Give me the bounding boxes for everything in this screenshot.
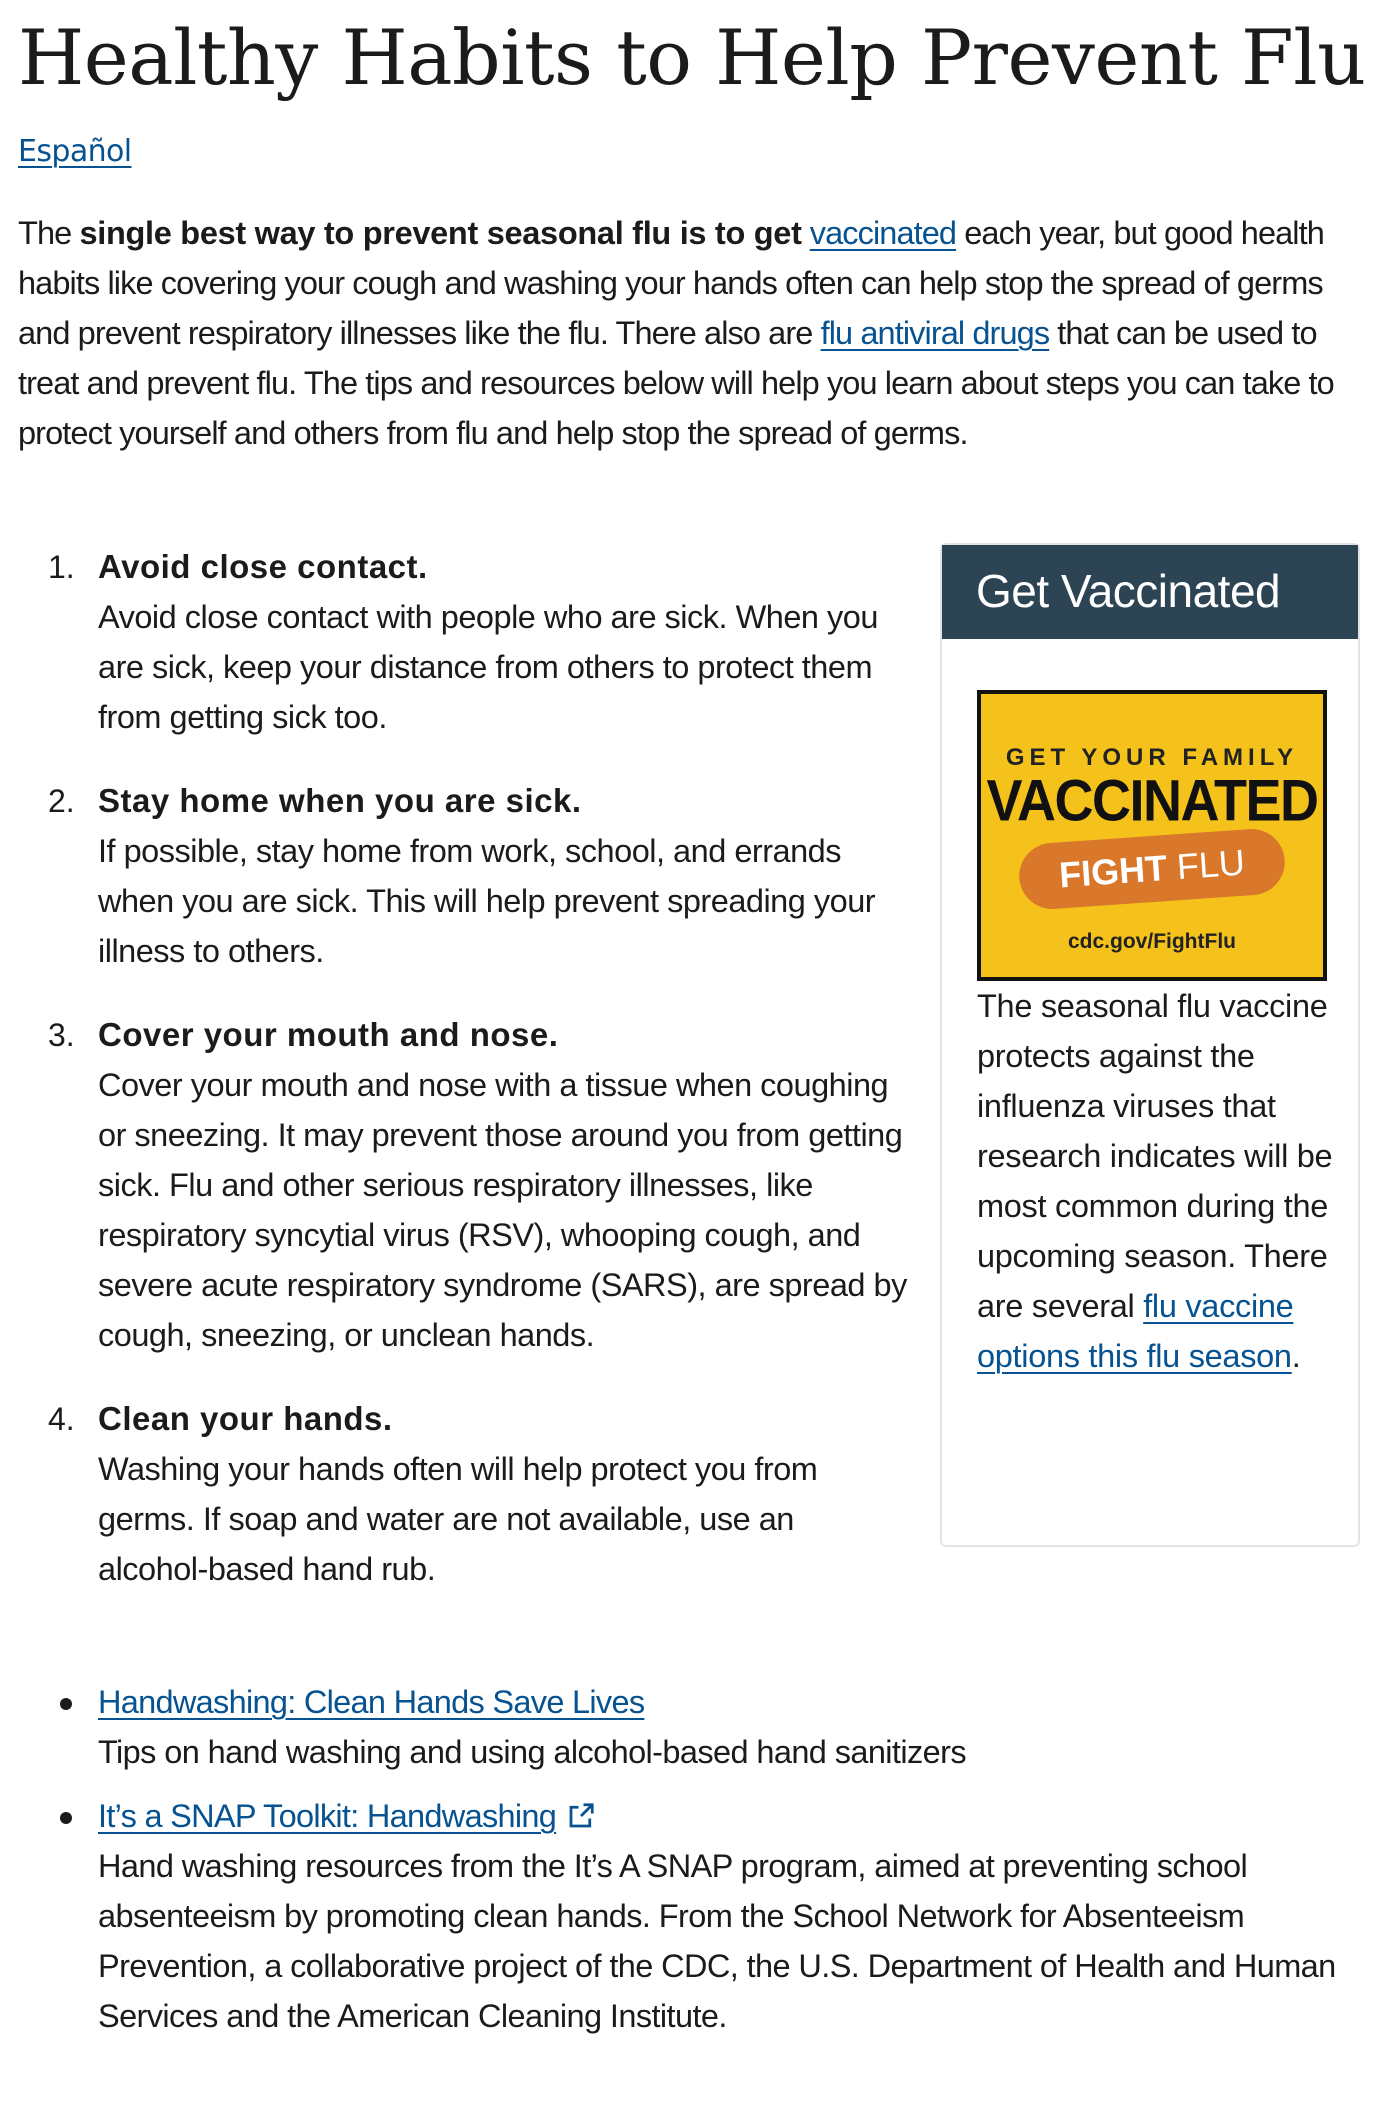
external-link-icon[interactable] — [566, 1801, 596, 1835]
promo-headline: VACCINATED — [986, 768, 1318, 834]
vaccinated-link[interactable]: vaccinated — [809, 215, 957, 251]
resource-description: Tips on hand washing and using alcohol-based hand sanitizers — [98, 1734, 966, 1770]
snap-toolkit-link[interactable]: It’s a SNAP Toolkit: Handwashing — [98, 1798, 557, 1834]
intro-text-start: The — [18, 215, 80, 251]
habit-item — [48, 542, 918, 742]
resource-item — [48, 1791, 1368, 2041]
habit-text: If possible, stay home from work, school, and errands when you are sick. This will help prevent spreading your illness to others. — [98, 833, 876, 969]
card-text: The seasonal flu vaccine protects against the influenza viruses that research indicates will be most common during the upcoming season. There are several — [977, 988, 1333, 1324]
intro-paragraph — [18, 208, 1363, 458]
resource-item — [48, 1677, 1368, 1777]
language-link-espanol[interactable]: Español — [18, 134, 132, 169]
card-body — [977, 981, 1337, 1381]
intro-bold-text: single best way to prevent seasonal flu is to get — [79, 215, 802, 251]
bullet-icon — [60, 1812, 72, 1824]
habit-item — [48, 776, 918, 976]
habit-text: Avoid close contact with people who are sick. When you are sick, keep your distance from others to protect them from getting sick too. — [98, 599, 878, 735]
habit-title: Cover your mouth and nose. — [98, 1016, 559, 1053]
intro-text-end: that can be used to treat and prevent flu. The tips and resources below will help you learn about steps you can take to protect yourself and others from flu and help stop the spread of germs. — [18, 315, 1334, 451]
intro-text-mid: each year, but good health habits like covering your cough and washing your hands often can help stop the spread of germs and prevent respiratory illnesses like the flu. There also are — [18, 215, 1324, 351]
badge-bold-text: FIGHT — [1057, 847, 1169, 896]
promo-url: cdc.gov/FightFlu — [1068, 930, 1236, 953]
card-text-end: . — [1291, 1338, 1301, 1374]
handwashing-link[interactable]: Handwashing: Clean Hands Save Lives — [98, 1684, 645, 1720]
vaccine-options-link[interactable]: flu vaccine options this flu season — [977, 1288, 1294, 1374]
habit-text: Cover your mouth and nose with a tissue when coughing or sneezing. It may prevent those around you from getting sick. Flu and other serious respiratory illnesses, like respiratory syncytial virus (RSV), whooping cough, and severe acute respiratory syndrome (SARS), are spread by cough, sneezing, or unclean hands. — [98, 1067, 907, 1353]
habit-item — [48, 1394, 918, 1594]
habit-title: Stay home when you are sick. — [98, 782, 582, 819]
antiviral-drugs-link[interactable]: flu antiviral drugs — [820, 315, 1050, 351]
habit-number: 2. — [48, 783, 75, 819]
habit-number: 4. — [48, 1401, 75, 1437]
habit-title: Clean your hands. — [98, 1400, 393, 1437]
resource-description: Hand washing resources from the It’s A SNAP program, aimed at preventing school absenteeism by promoting clean hands. From the School Network for Absenteeism Prevention, a collaborative project of the CDC, the U.S. Department of Health and Human Services and the American Cleaning Institute. — [98, 1848, 1336, 2034]
badge-text: FLU — [1165, 841, 1247, 888]
habit-number: 3. — [48, 1017, 75, 1053]
habits-list — [48, 542, 918, 1628]
bullet-icon — [60, 1698, 72, 1710]
fight-flu-badge — [1017, 827, 1287, 911]
card-title: Get Vaccinated — [942, 545, 1358, 639]
habit-text: Washing your hands often will help protect you from germs. If soap and water are not available, use an alcohol-based hand rub. — [98, 1451, 818, 1587]
habit-number: 1. — [48, 549, 75, 585]
page-title: Healthy Habits to Help Prevent Flu — [18, 13, 1366, 102]
habit-title: Avoid close contact. — [98, 548, 428, 585]
get-vaccinated-card — [940, 543, 1360, 1547]
habit-item — [48, 1010, 918, 1360]
promo-tagline: GET YOUR FAMILY — [1005, 744, 1299, 771]
fight-flu-promo-image — [977, 690, 1327, 981]
intro-space — [802, 215, 810, 251]
resources-list — [48, 1677, 1368, 2055]
